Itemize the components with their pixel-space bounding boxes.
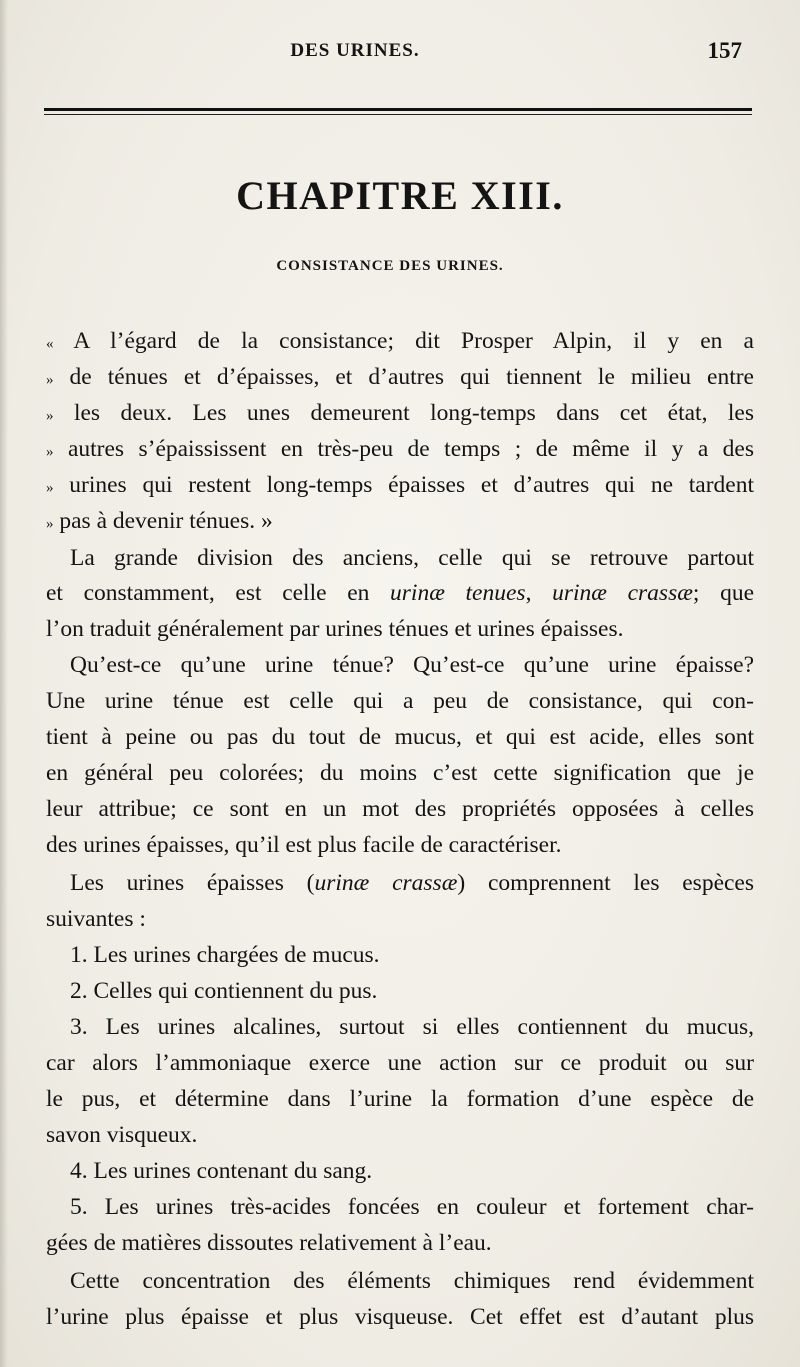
- paragraph-line: Qu’est-ce qu’une urine ténue? Qu’est-ce qu’une urine épaisse?: [70, 652, 754, 678]
- paragraph-line: tient à peine ou pas du tout de mucus, et qui est acide, elles sont: [46, 724, 754, 750]
- quote-mark: «: [46, 336, 54, 352]
- quote-line: [46, 468, 754, 502]
- quote-text: les deux. Les unes demeurent long-temps dans cet état, les: [73, 400, 755, 426]
- latin-term: urinæ crassæ: [314, 870, 458, 896]
- latin-term: urinæ tenues: [390, 580, 526, 606]
- list-item: 5. Les urines très-acides foncées en couleur et fortement char-: [70, 1194, 754, 1220]
- list-item: 2. Celles qui contiennent du pus.: [70, 978, 378, 1004]
- section-title: CONSISTANCE DES URINES.: [276, 258, 504, 274]
- header-rule-thin: [44, 114, 752, 115]
- list-item-continuation: gées de matières dissoutes relativement à l’eau.: [46, 1230, 492, 1256]
- list-item: 1. Les urines chargées de mucus.: [70, 942, 380, 968]
- paragraph-line: La grande division des anciens, celle qui se retrouve partout: [70, 545, 754, 571]
- quote-mark: »: [46, 480, 54, 496]
- chapter-title: CHAPITRE XIII.: [236, 173, 564, 218]
- page-number: 157: [707, 38, 742, 63]
- text-run: ,: [525, 580, 532, 606]
- quote-text: de ténues et d’épaisses, et d’autres qui tiennent le milieu entre: [69, 364, 754, 390]
- quote-line: [46, 360, 754, 394]
- paragraph-line: l’on traduit généralement par urines ténues et urines épaisses.: [46, 616, 624, 642]
- quote-line: [46, 396, 754, 430]
- quote-line: [46, 432, 754, 466]
- quote-text: urines qui restent long-temps épaisses et d’autres qui ne tardent: [69, 472, 755, 498]
- list-item: 4. Les urines contenant du sang.: [70, 1158, 373, 1184]
- paragraph-line: suivantes :: [46, 906, 146, 932]
- text-run: ) comprennent les espèces: [457, 870, 755, 896]
- paragraph-line: des urines épaisses, qu’il est plus facile de caractériser.: [46, 832, 562, 858]
- paragraph-line: l’urine plus épaisse et plus visqueuse. Cet effet est d’autant plus: [46, 1304, 754, 1330]
- paragraph-line: [70, 866, 754, 900]
- list-item: 3. Les urines alcalines, surtout si elles contiennent du mucus,: [70, 1014, 754, 1040]
- page-header: [0, 38, 800, 70]
- paragraph-line: leur attribue; ce sont en un mot des propriétés opposées à celles: [46, 796, 754, 822]
- paragraph-line: Une urine ténue est celle qui a peu de consistance, qui con-: [46, 688, 754, 714]
- text-run: ; que: [692, 580, 755, 606]
- list-item-continuation: savon visqueux.: [46, 1122, 198, 1148]
- running-title: DES URINES.: [290, 40, 420, 61]
- quote-mark: »: [46, 444, 54, 460]
- quote-mark: »: [46, 408, 54, 424]
- paragraph-line: en général peu colorées; du moins c’est cette signification que je: [46, 760, 754, 786]
- quote-mark: »: [46, 372, 54, 388]
- quote-text: pas à devenir ténues. »: [59, 508, 273, 534]
- quote-line: [46, 504, 754, 538]
- quote-mark: »: [46, 516, 54, 532]
- paragraph-line: [46, 576, 754, 610]
- text-run: Les urines épaisses (: [70, 870, 315, 896]
- latin-term: urinæ crassæ: [552, 580, 693, 606]
- list-item-continuation: car alors l’ammoniaque exerce une action sur ce produit ou sur: [46, 1050, 754, 1076]
- quote-line: [46, 324, 754, 358]
- quote-text: A l’égard de la consistance; dit Prosper Alpin, il y en a: [73, 328, 754, 354]
- text-run: et constamment, est celle en: [46, 580, 370, 606]
- quote-text: autres s’épaississent en très-peu de temps ; de même il y a des: [67, 436, 755, 462]
- paragraph-line: Cette concentration des éléments chimiques rend évidemment: [70, 1268, 754, 1294]
- header-rule-thick: [44, 108, 752, 111]
- list-item-continuation: le pus, et détermine dans l’urine la formation d’une espèce de: [46, 1086, 754, 1112]
